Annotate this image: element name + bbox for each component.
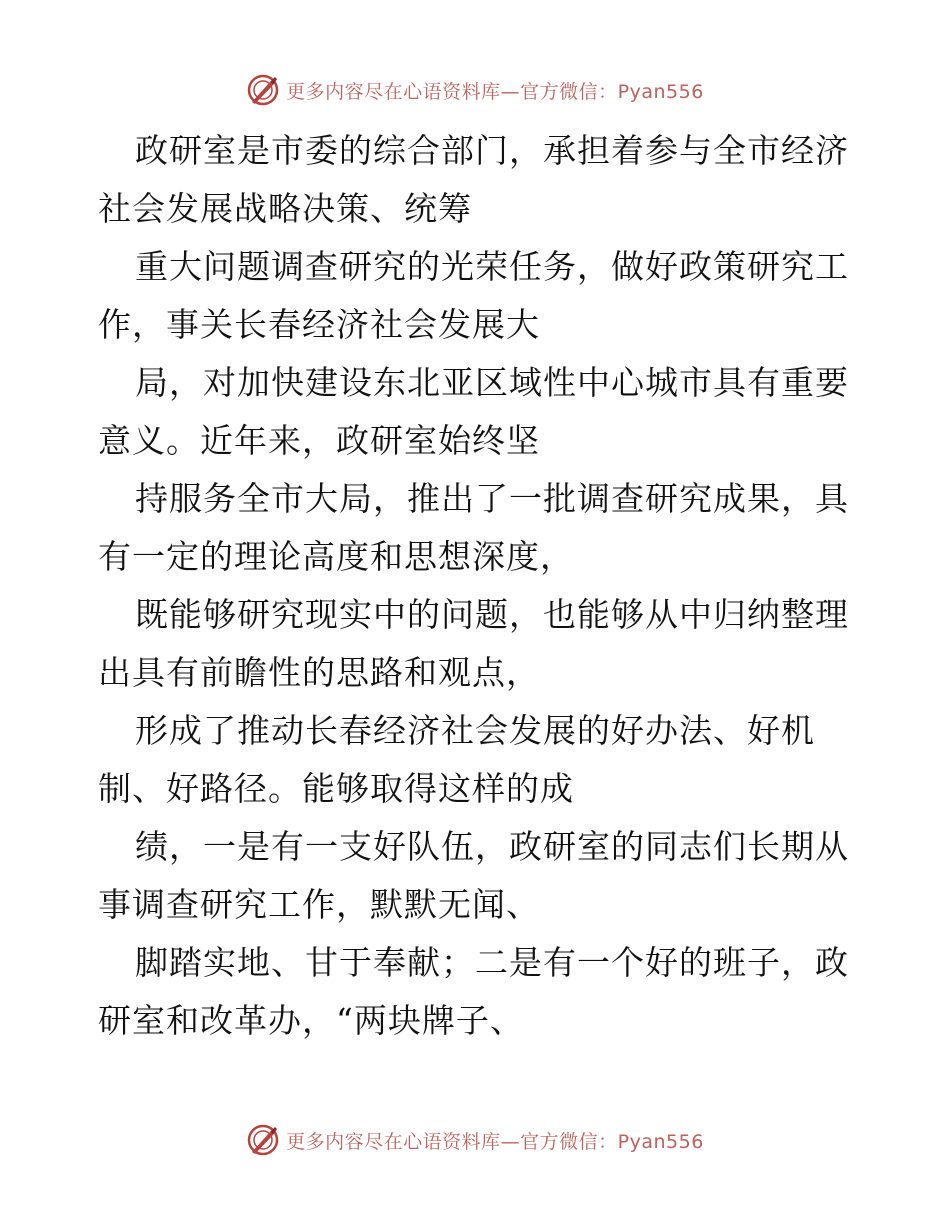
watermark-text: 更多内容尽在心语资料库—官方微信：Pyan556 bbox=[286, 80, 704, 103]
paragraph-8: 脚踏实地、甘于奉献；二是有一个好的班子，政研室和改革办，“两块牌子、 bbox=[98, 943, 849, 1040]
paragraph-2: 重大问题调查研究的光荣任务，做好政策研究工作，事关长春经济社会发展大 bbox=[98, 247, 849, 344]
paragraph-1: 政研室是市委的综合部门，承担着参与全市经济社会发展战略决策、统筹 bbox=[98, 131, 849, 228]
paragraph-4: 持服务全市大局，推出了一批调查研究成果，具有一定的理论高度和思想深度， bbox=[98, 479, 849, 576]
paragraph-3: 局，对加快建设东北亚区域性中心城市具有重要意义。近年来，政研室始终坚 bbox=[98, 363, 849, 460]
paragraph-5: 既能够研究现实中的问题，也能够从中归纳整理出具有前瞻性的思路和观点， bbox=[98, 595, 849, 692]
paragraph-6: 形成了推动长春经济社会发展的好办法、好机制、好路径。能够取得这样的成 bbox=[98, 711, 815, 808]
paragraph-7: 绩，一是有一支好队伍，政研室的同志们长期从事调查研究工作，默默无闻、 bbox=[98, 827, 849, 924]
pen-logo-icon bbox=[246, 1123, 280, 1157]
pen-logo-icon bbox=[246, 73, 280, 107]
watermark-text: 更多内容尽在心语资料库—官方微信：Pyan556 bbox=[286, 1130, 704, 1153]
header-watermark bbox=[0, 70, 950, 110]
footer-watermark bbox=[0, 1120, 950, 1160]
document-body bbox=[98, 122, 858, 1050]
